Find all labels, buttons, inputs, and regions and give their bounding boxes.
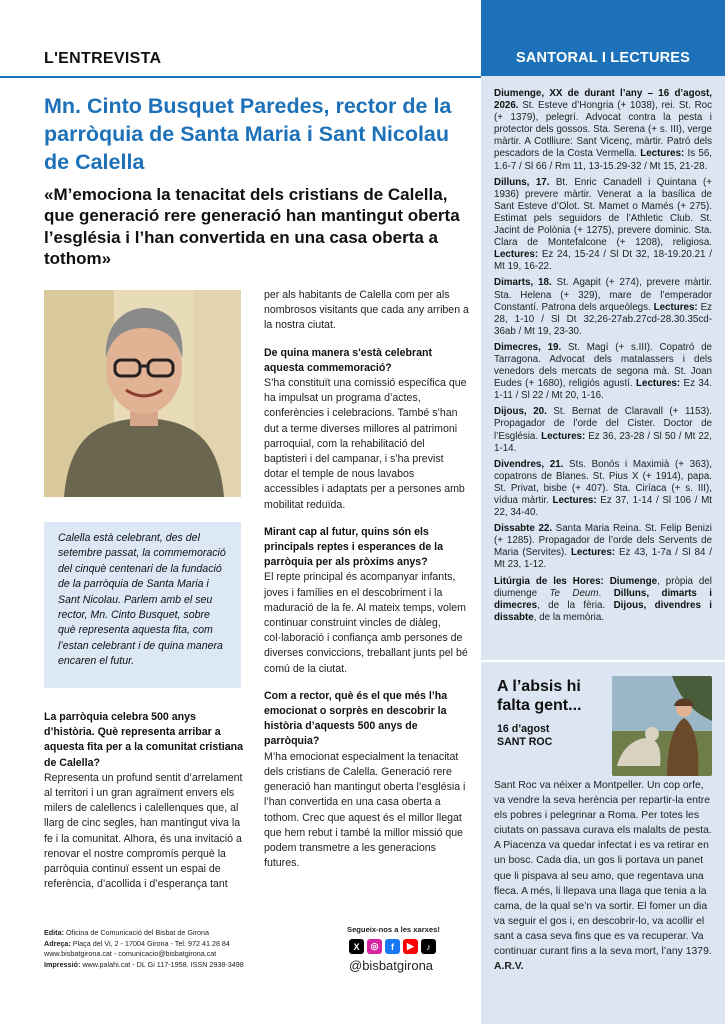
liturgia-hores: Litúrgia de les Hores: Diumenge, pròpia del diumenge Te Deum. Dilluns, dimarts i dimecres, de la fèria. Dijous, divendres i dissabte, de la memòria. — [494, 575, 713, 623]
adreca-label: Adreça: — [44, 938, 71, 948]
adreca-value: Plaça del Vi, 2 - 17004 Girona - Tel. 972 41 28 84 — [70, 938, 230, 948]
social-label: Segueix-nos a les xarxes! — [347, 925, 440, 934]
santoral-entry: Dimarts, 18. St. Agapit (+ 274), prevere màrtir. Sta. Helena (+ 329), mare de l’emperador Constantí. Patrona dels arqueòlegs. Lectures: Ez 28, 1-10 / Sl Dt 32,26-27ab.27cd-28.30.35cd-36ab / Mt 19, 23-30. — [494, 277, 713, 337]
santoral-entry: Diumenge, XX de durant l’any – 16 d’agost, 2026. St. Esteve d’Hongria (+ 1038), rei. St. Roc (+ 1379), pelegrí. Advocat contra la pesta i protector dels gossos. Sta. Serena (+ s. III), verge màrtir. A Cotlliure: Sant Vicenç, màrtir. Patró dels pescadors de la Costa Vermella. Lectures: Is 56, 1.6-7 / Sl 66 / Rm 11, 13-15.29-32 / Mt 15, 21-28. — [494, 88, 712, 172]
footer-credits — [44, 928, 304, 970]
headline: Mn. Cinto Busquet Paredes, rector de la parròquia de Santa Maria i Sant Nicolau de Calella — [44, 94, 452, 174]
santoral-entry: Dimecres, 19. St. Magí (+ s.III). Copatró de Tarragona. Advocat dels matalassers i dels venedors dels mercats de segona mà. St. Joan Eudes (+ 1680), religiós agustí. Lectures: Ez 34. 1-11 / Sl 22 / Mt 20, 1-16. — [494, 341, 712, 402]
portrait-photo — [44, 290, 241, 497]
box-title: A l’absis hi falta gent... — [497, 678, 582, 714]
answer-1-continued: per als habitants de Calella com per als nombrosos visitants que cada any arriben a la nostra ciutat. — [264, 289, 469, 332]
facebook-icon[interactable]: f — [385, 939, 400, 954]
question-2: De quina manera s'està celebrant aquesta commemoració? — [264, 346, 432, 374]
sidebar-divider — [481, 660, 725, 662]
box-text — [494, 778, 712, 974]
article-column-1 — [44, 710, 247, 892]
tiktok-icon[interactable]: ♪ — [421, 939, 436, 954]
youtube-icon[interactable]: ▶ — [403, 939, 418, 954]
santoral-entry: Dissabte 22. Santa Maria Reina. St. Felip Benizi (+ 1285). Propagador de l’orde dels Servents de Maria (Servites). Lectures: Ez 43, 1-7a / Sl 84 / Mt 23, 1-12. — [494, 523, 713, 571]
answer-2: S’ha constituït una comissió específica que ha impulsat un programa d’actes, conferències i celebracions. També s’han dut a terme diverses millores al patrimoni parroquial, com la rehabilitació del baptisteri i del campanar, i s’ha previst dotar el temple de nous lavabos accessibles i adaptats per a persones amb mobilitat reduïda. — [264, 377, 467, 511]
santoral-entry: Dijous, 20. St. Bernat de Claravall (+ 1153). Propagador de l’orde del Cister. Doctor de l’Església. Lectures: Ez 36, 23-28 / Sl 50 / Mt 22, 1-14. — [494, 406, 713, 454]
sidebar-title: SANTORAL I LECTURES — [515, 50, 691, 66]
impressio-value: www.palahi.cat - DL Gi 117-1958. ISSN 2938-3498 — [80, 959, 244, 969]
question-4: Com a rector, què és el que més l’ha emocionat o sorprès en descobrir la història d’aquests 500 anys de parròquia? — [264, 689, 448, 748]
edita-value: Oficina de Comunicació del Bisbat de Girona — [63, 928, 209, 937]
santoral-entry: Divendres, 21. Sts. Bonós i Maximià (+ 363), copatrons de Blanes. St. Pius X (+ 1914), papa. St. Privat, bisbe (+ 407). Sta. Ciríaca (+ s. III), vídua màrtir. Lectures: Ez 37, 1-14 / Sl 106 / Mt 22, 34-40. — [494, 458, 713, 519]
box-date-day: 16 d’agost — [497, 723, 550, 735]
header-rule — [0, 76, 481, 78]
box-signature: A.R.V. — [494, 961, 524, 973]
answer-1: Representa un profund sentit d’arrelament al territori i un gran agraïment envers els milers de calellencs i calellenques que, al llarg de cinc segles, han mantingut viva la fe i la comunitat. Alhora, és una invitació a renovar el nostre compromís perquè la parròquia continuï essent un espai de referència, d’acollida i d’esperança tant — [44, 771, 243, 891]
box-text-body: Sant Roc va néixer a Montpeller. Un cop orfe, va vendre la seva herència per repartir-la entre els pobres i pelegrinar a Roma. Per totes les ciutats on passava curava els malalts de pesta. A Piacenza va quedar infectat i es va retirar en un bosc. Cada dia, un gos li portava un panet que li pispava al seu amo, que regentava una fleca. A més, li llepava una llaga que tenia a la cama, de la qual se’n va sortir. El fomer un dia va seguir el gos i, en descobrir-lo, va acollir el sant a casa seva fins que es va recuperar. Va continuar curant fins a la seva mort, l’any 1379. — [494, 780, 712, 958]
answer-3: El repte principal és acompanyar infants, joves i famílies en el descobriment i la maduració de la fe. Al mateix temps, volem continuar construint vincles de diàleg, col·laboració i confiança amb persones de diverses conviccions, treballant junts pel bé comú de la ciutat. — [264, 571, 468, 675]
social-handle[interactable]: @bisbatgirona — [349, 958, 434, 973]
box-date — [497, 723, 597, 749]
pull-quote: «M’emociona la tenacitat dels cristians de Calella, que generació rere generació han mantingut oberta l’església i l’han convertida en una casa oberta a tothom» — [44, 185, 460, 269]
web-contact[interactable]: www.bisbatgirona.cat - comunicacio@bisbatgirona.cat — [44, 949, 217, 959]
x-icon[interactable]: X — [349, 939, 364, 954]
intro-text: Calella està celebrant, des del setembre passat, la commemoració del cinquè centenari de la fundació de la parròquia de Santa Maria i Sant Nicolau. Parlem amb el seu rector, Mn. Cinto Busquet, sobre què representa aquesta fita, com l’estan celebrant i de quina manera encaren el futur. — [58, 532, 226, 668]
edita-label: Edita: — [44, 928, 64, 937]
impressio-label: Impressió: — [44, 959, 81, 969]
box-saint-name: SANT ROC — [497, 736, 553, 748]
santoral-list — [494, 88, 712, 628]
article-column-2 — [264, 288, 470, 871]
question-1: La parròquia celebra 500 anys d’història. Què representa arribar a aquesta fita per a la comunitat cristiana de Calella? — [44, 711, 243, 769]
question-3: Mirant cap al futur, quins són els principals reptes i esperances de la parròquia per als pròxims anys? — [264, 525, 444, 569]
santoral-entry: Dilluns, 17. Bt. Enric Canadell i Quintana (+ 1936) prevere màrtir. Venerat a la basílica de Sant Esteve d’Olot. St. Mamet o Mamés (+ 275). Estimat pels seguidors de l’Athletic Club. St. Jacint de Polònia (+ 1275), prevere dominic. Sta. Clara de Montefalcone (+ 1208), religiosa. Lectures: Ez 24, 15-24 / Sl Dt 32, 18-19.20.21 / Mt 19, 16-22. — [494, 176, 712, 273]
answer-4: M’ha emocionat especialment la tenacitat dels cristians de Calella. Generació rere generació han mantingut oberta l’església i l’han convertida en una casa oberta a tothom. Crec que aquest és el millor llegat que hem rebut i també la millor missió que podem transmetre a les generacions futures. — [264, 750, 466, 870]
sant-roc-painting — [612, 676, 712, 776]
social-icons — [349, 939, 436, 955]
section-label: L'ENTREVISTA — [44, 50, 162, 67]
instagram-icon[interactable]: ◎ — [367, 939, 382, 954]
